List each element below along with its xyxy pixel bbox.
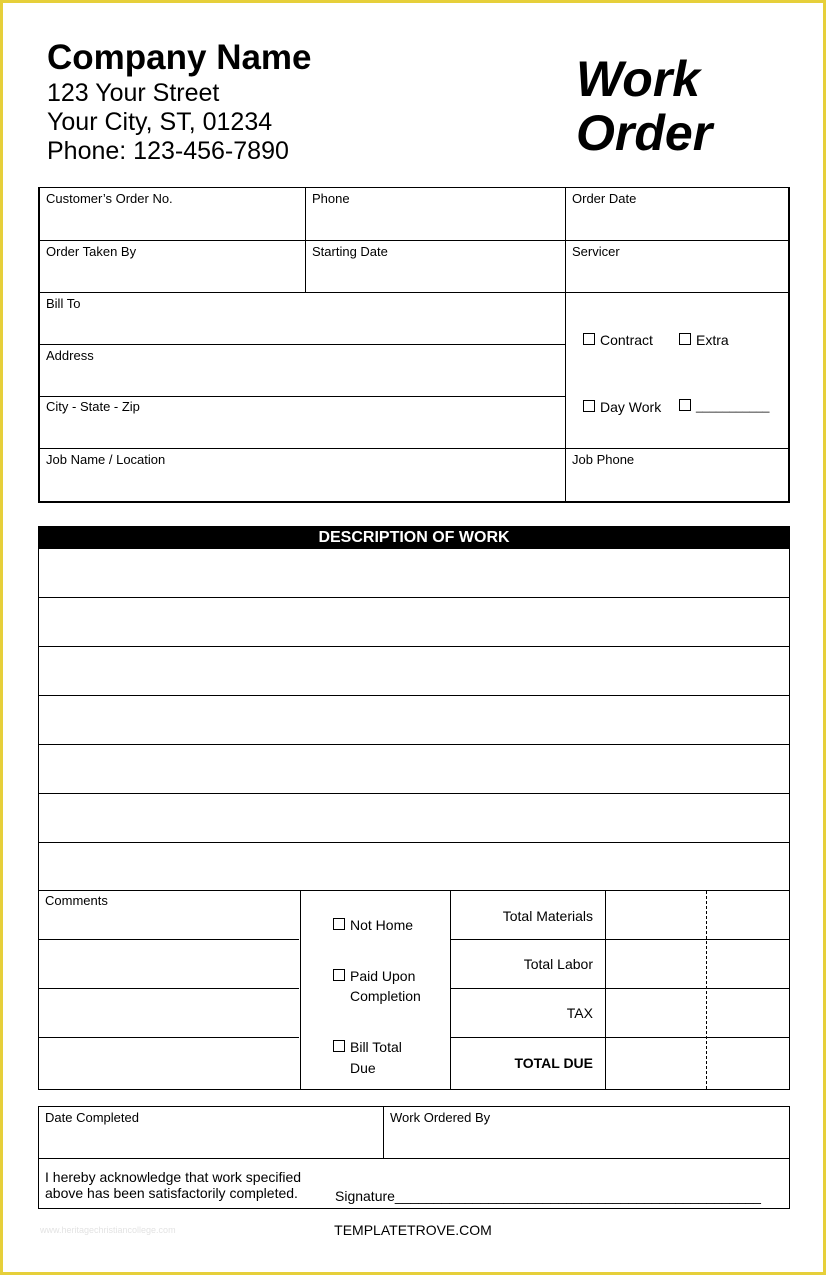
city-state-zip-label: City - State - Zip xyxy=(46,399,140,414)
footer-site: TEMPLATETROVE.COM xyxy=(334,1222,492,1238)
totals-cents-divider xyxy=(706,891,707,1089)
total-due-amount[interactable] xyxy=(606,1038,706,1088)
other-checkbox-box xyxy=(679,399,691,411)
servicer-label: Servicer xyxy=(572,244,620,259)
description-line-6[interactable] xyxy=(39,842,789,843)
customers-order-no-label: Customer’s Order No. xyxy=(46,191,173,206)
description-header: DESCRIPTION OF WORK xyxy=(39,527,789,549)
day-work-checkbox[interactable] xyxy=(583,397,661,417)
other-checkbox-blank: ___________ xyxy=(696,399,770,413)
form-title xyxy=(576,52,712,160)
starting-date-field[interactable] xyxy=(306,241,566,293)
paid-upon-completion-checkbox-box xyxy=(333,969,345,981)
bill-to-label: Bill To xyxy=(46,296,81,311)
form-title-line1: Work xyxy=(576,51,701,107)
tax-label: TAX xyxy=(566,1005,593,1021)
total-materials-label: Total Materials xyxy=(502,908,593,924)
comments-divider xyxy=(300,891,301,1089)
total-materials-amount[interactable] xyxy=(606,891,706,939)
other-checkbox[interactable] xyxy=(679,396,769,416)
status-divider xyxy=(450,891,451,1089)
order-date-field[interactable] xyxy=(566,188,788,241)
not-home-checkbox-box xyxy=(333,918,345,930)
watermark-text: www.heritagechristiancollege.com xyxy=(40,1225,176,1235)
acknowledgement-line2: above has been satisfactorily completed. xyxy=(45,1185,298,1201)
total-labor-amount[interactable] xyxy=(606,940,706,988)
job-name-location-label: Job Name / Location xyxy=(46,452,166,467)
contract-checkbox-label: Contract xyxy=(600,332,653,348)
customers-order-no-field[interactable] xyxy=(40,188,306,241)
paid-upon-label: Paid Upon xyxy=(350,968,416,984)
job-phone-label: Job Phone xyxy=(572,452,635,467)
comments-totals-section xyxy=(38,890,790,1090)
due-label: Due xyxy=(350,1060,376,1076)
company-street: 123 Your Street xyxy=(47,79,220,107)
address-field[interactable] xyxy=(40,345,566,397)
tax-amount[interactable] xyxy=(606,989,706,1037)
city-state-zip-field[interactable] xyxy=(40,397,566,449)
order-date-label: Order Date xyxy=(572,191,637,206)
extra-checkbox-label: Extra xyxy=(696,332,729,348)
order-taken-by-field[interactable] xyxy=(40,241,306,293)
phone-label: Phone xyxy=(312,191,350,206)
job-phone-field[interactable] xyxy=(566,449,788,501)
comments-line-2[interactable] xyxy=(39,988,299,989)
acknowledgement-text xyxy=(45,1169,301,1201)
starting-date-label: Starting Date xyxy=(312,244,388,259)
company-city: Your City, ST, 01234 xyxy=(47,108,273,136)
bill-total-label: Bill Total xyxy=(350,1039,402,1055)
description-line-5[interactable] xyxy=(39,793,789,794)
description-line-1[interactable] xyxy=(39,597,789,598)
bill-total-due-checkbox-box xyxy=(333,1040,345,1052)
not-home-checkbox[interactable] xyxy=(333,915,413,935)
signature-line[interactable]: Signature_______________________________________________ xyxy=(335,1188,761,1204)
servicer-field[interactable] xyxy=(566,241,788,293)
address-label: Address xyxy=(46,348,94,363)
order-taken-by-label: Order Taken By xyxy=(46,244,137,259)
description-line-3[interactable] xyxy=(39,695,789,696)
paid-upon-completion-checkbox[interactable] xyxy=(333,966,421,1006)
not-home-label: Not Home xyxy=(350,917,414,933)
bill-total-due-checkbox[interactable] xyxy=(333,1037,402,1079)
completion-label: Completion xyxy=(350,988,421,1004)
contract-checkbox-box xyxy=(583,333,595,345)
order-info-grid xyxy=(38,187,790,503)
phone-field[interactable] xyxy=(306,188,566,241)
description-line-2[interactable] xyxy=(39,646,789,647)
description-line-4[interactable] xyxy=(39,744,789,745)
company-name: Company Name xyxy=(47,38,312,77)
acknowledgement-line1: I hereby acknowledge that work specified xyxy=(45,1169,302,1185)
extra-checkbox-box xyxy=(679,333,691,345)
work-ordered-by-label: Work Ordered By xyxy=(390,1110,491,1125)
bill-to-field[interactable] xyxy=(40,293,566,345)
day-work-checkbox-box xyxy=(583,400,595,412)
comments-label: Comments xyxy=(45,893,108,908)
job-name-location-field[interactable] xyxy=(40,449,566,501)
date-completed-field[interactable] xyxy=(39,1107,384,1159)
form-title-line2: Order xyxy=(576,105,713,161)
extra-checkbox[interactable] xyxy=(679,330,729,350)
contract-checkbox[interactable] xyxy=(583,330,653,350)
completion-section xyxy=(38,1106,790,1209)
work-ordered-by-field[interactable] xyxy=(384,1107,789,1159)
description-of-work-section xyxy=(38,526,790,890)
comments-line-3[interactable] xyxy=(39,1037,299,1038)
comments-line-1[interactable] xyxy=(39,939,299,940)
company-phone: Phone: 123-456-7890 xyxy=(47,137,289,165)
day-work-checkbox-label: Day Work xyxy=(600,399,662,415)
date-completed-label: Date Completed xyxy=(45,1110,139,1125)
total-due-label: TOTAL DUE xyxy=(514,1055,593,1071)
paid-upon-completion-text xyxy=(350,966,421,1006)
bill-total-due-text xyxy=(350,1037,402,1079)
job-type-options xyxy=(566,293,788,449)
total-labor-label: Total Labor xyxy=(523,956,593,972)
